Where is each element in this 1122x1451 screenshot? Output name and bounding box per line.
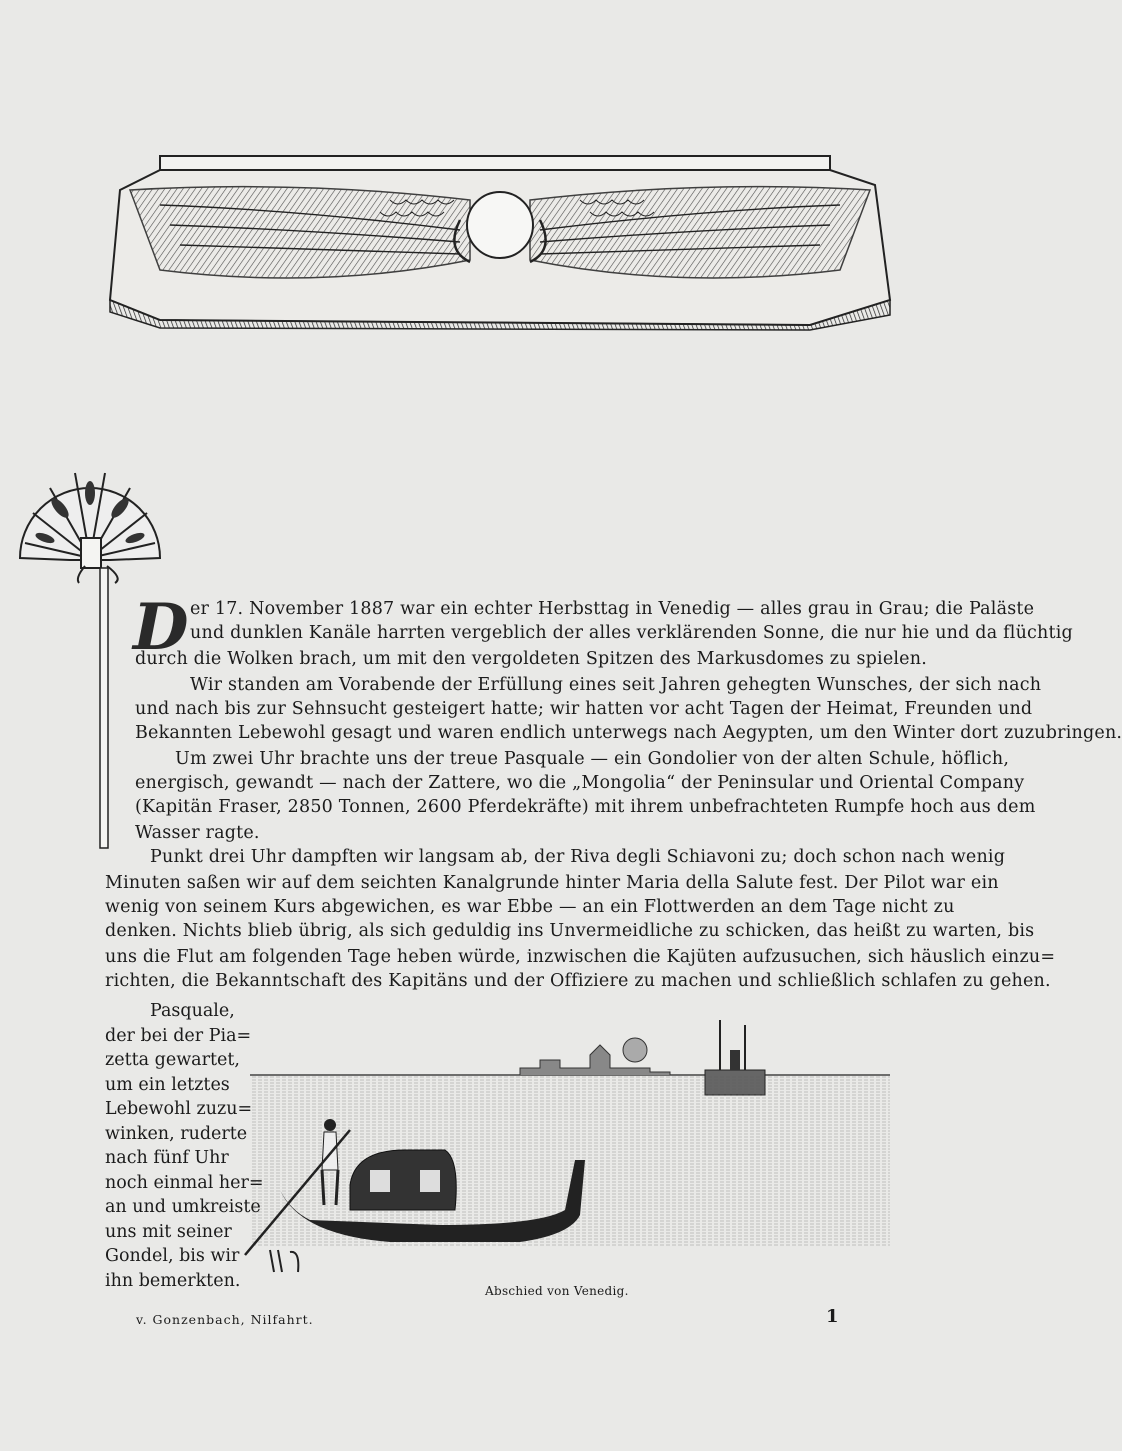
side-text-line: uns mit seiner: [105, 1221, 232, 1242]
text-line: richten, die Bekanntschaft des Kapitäns und der Offiziere zu machen und schließlich schlafen zu gehen.: [105, 971, 1051, 991]
side-text-line: Gondel, bis wir: [105, 1246, 240, 1266]
text-line: uns die Flut am folgenden Tage heben würde, inzwischen die Kajüten aufzusuchen, sich häuslich einzu=: [105, 947, 1056, 967]
side-text-line: nach fünf Uhr: [105, 1148, 229, 1168]
side-text-line: an und umkreiste: [105, 1197, 261, 1217]
side-text-line: Lebewohl zuzu=: [105, 1099, 253, 1119]
text-line: er 17. November 1887 war ein echter Herbsttag in Venedig — alles grau in Grau; die Paläste: [190, 599, 1035, 619]
gondola-illustration: [240, 1010, 900, 1290]
text-line: (Kapitän Fraser, 2850 Tonnen, 2600 Pferdekräfte) mit ihrem unbefrachteten Rumpfe hoch aus dem: [135, 797, 1036, 817]
text-line: Um zwei Uhr brachte uns der treue Pasquale — ein Gondolier von der alten Schule, höflich,: [175, 749, 1010, 769]
text-line: Minuten saßen wir auf dem seichten Kanalgrunde hinter Maria della Salute fest. Der Pilot war ein: [105, 873, 999, 893]
side-text-line: winken, ruderte: [105, 1123, 248, 1144]
text-line: Bekannten Lebewohl gesagt und waren endlich unterwegs nach Aegypten, um den Winter dort zuzubringen.: [135, 723, 1122, 743]
text-line: und nach bis zur Sehnsucht gesteigert hatte; wir hatten vor acht Tagen der Heimat, Freunden und: [135, 699, 1033, 719]
page-number: 1: [826, 1306, 839, 1327]
illustration-caption: Abschied von Venedig.: [485, 1284, 629, 1298]
text-line: und dunklen Kanäle harrten vergeblich der alles verklärenden Sonne, die nur hie und da flüchtig: [190, 623, 1073, 643]
side-text-line: noch einmal her=: [105, 1172, 264, 1193]
side-text-line: zetta gewartet,: [105, 1050, 240, 1070]
text-line: durch die Wolken brach, um mit den vergoldeten Spitzen des Markusdomes zu spielen.: [135, 649, 927, 669]
text-line: Wasser ragte.: [135, 823, 260, 843]
winged-sun-relief-illustration: [100, 150, 900, 330]
drop-cap: D: [133, 590, 189, 665]
footer-signature: v. Gonzenbach, Nilfahrt.: [136, 1312, 314, 1327]
text-line: denken. Nichts blieb übrig, als sich geduldig ins Unvermeidliche zu schicken, das heißt zu warten, bis: [105, 921, 1035, 941]
text-line: Punkt drei Uhr dampften wir langsam ab, der Riva degli Schiavoni zu; doch schon nach wenig: [150, 847, 1006, 867]
side-text-line: ihn bemerkten.: [105, 1270, 241, 1291]
side-text-line: der bei der Pia=: [105, 1025, 252, 1046]
side-text-line: Pasquale,: [150, 1001, 235, 1021]
text-line: Wir standen am Vorabende der Erfüllung eines seit Jahren gehegten Wunsches, der sich nach: [190, 675, 1042, 695]
text-line: energisch, gewandt — nach der Zattere, wo die „Mongolia“ der Peninsular und Oriental Company: [135, 773, 1025, 793]
side-text-line: um ein letztes: [105, 1074, 230, 1095]
text-line: wenig von seinem Kurs abgewichen, es war Ebbe — an ein Flottwerden an dem Tage nicht zu: [105, 897, 955, 917]
